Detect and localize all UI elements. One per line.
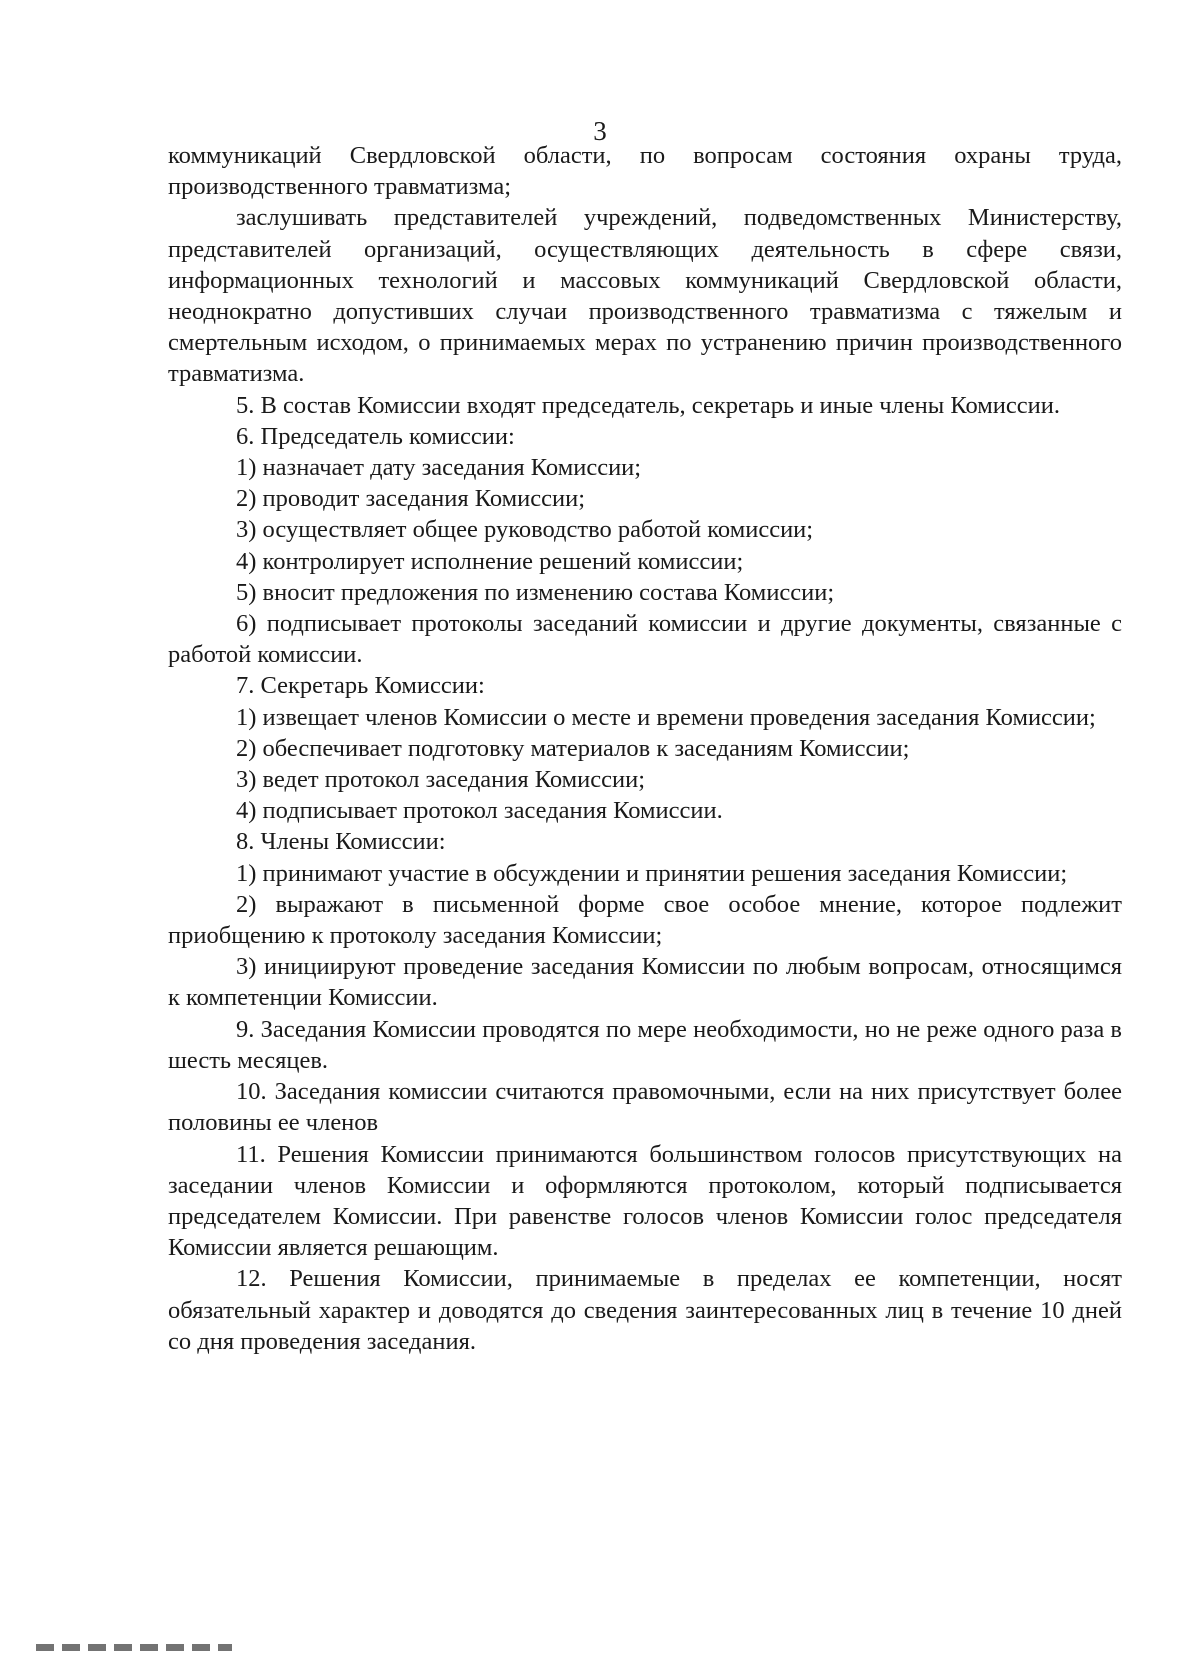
paragraph: коммуникаций Свердловской области, по вопросам состояния охраны труда, производственного травматизма;: [168, 142, 1122, 201]
list-item: 4) контролирует исполнение решений комиссии;: [236, 547, 744, 575]
scan-artifact: [36, 1644, 232, 1651]
list-item: 1) назначает дату заседания Комиссии;: [236, 454, 642, 482]
list-item: 3) инициируют проведение заседания Комиссии по любым вопросам, относящимся к компетенции Комиссии.: [168, 953, 1122, 1012]
list-item: 1) извещает членов Комиссии о месте и времени проведения заседания Комиссии;: [236, 703, 1096, 731]
paragraph: 11. Решения Комиссии принимаются большинством голосов присутствующих на заседании членов Комиссии и оформляются протоколом, который подписывается председателем Комиссии. При равенстве голосов членов Комиссии голос председателя Комиссии является решающим.: [168, 1140, 1122, 1262]
list-item: 3) осуществляет общее руководство работой комиссии;: [236, 516, 814, 544]
paragraph: 10. Заседания комиссии считаются правомочными, если на них присутствует более половины ее членов: [168, 1078, 1122, 1137]
document-body: [168, 140, 1122, 1357]
list-item: 1) принимают участие в обсуждении и принятии решения заседания Комиссии;: [236, 859, 1068, 887]
list-item: 2) проводит заседания Комиссии;: [236, 485, 586, 513]
section-heading: 8. Члены Комиссии:: [236, 828, 446, 856]
paragraph: 5. В состав Комиссии входят председатель, секретарь и иные члены Комиссии.: [236, 391, 1060, 419]
list-item: 3) ведет протокол заседания Комиссии;: [236, 766, 646, 794]
section-heading: 6. Председатель комиссии:: [236, 422, 515, 450]
paragraph: 9. Заседания Комиссии проводятся по мере необходимости, но не реже одного раза в шесть месяцев.: [168, 1015, 1122, 1074]
section-heading: 7. Секретарь Комиссии:: [236, 672, 485, 700]
list-item: 2) обеспечивает подготовку материалов к заседаниям Комиссии;: [236, 734, 910, 762]
list-item: 4) подписывает протокол заседания Комиссии.: [236, 797, 723, 825]
list-item: 5) вносит предложения по изменению состава Комиссии;: [236, 578, 835, 606]
paragraph: 12. Решения Комиссии, принимаемые в пределах ее компетенции, носят обязательный характер и доводятся до сведения заинтересованных лиц в течение 10 дней со дня проведения заседания.: [168, 1265, 1122, 1355]
paragraph: заслушивать представителей учреждений, подведомственных Министерству, представителей организаций, осуществляющих деятельность в сфере связи, информационных технологий и массовых коммуникаций Свердловской области, неоднократно допустивших случаи производственного травматизма с тяжелым и смертельным исходом, о принимаемых мерах по устранению причин производственного травматизма.: [168, 204, 1122, 388]
page-number: 3: [593, 116, 607, 146]
list-item: 2) выражают в письменной форме свое особое мнение, которое подлежит приобщению к протоколу заседания Комиссии;: [168, 890, 1122, 950]
list-item: 6) подписывает протоколы заседаний комиссии и другие документы, связанные с работой комиссии.: [168, 610, 1122, 669]
